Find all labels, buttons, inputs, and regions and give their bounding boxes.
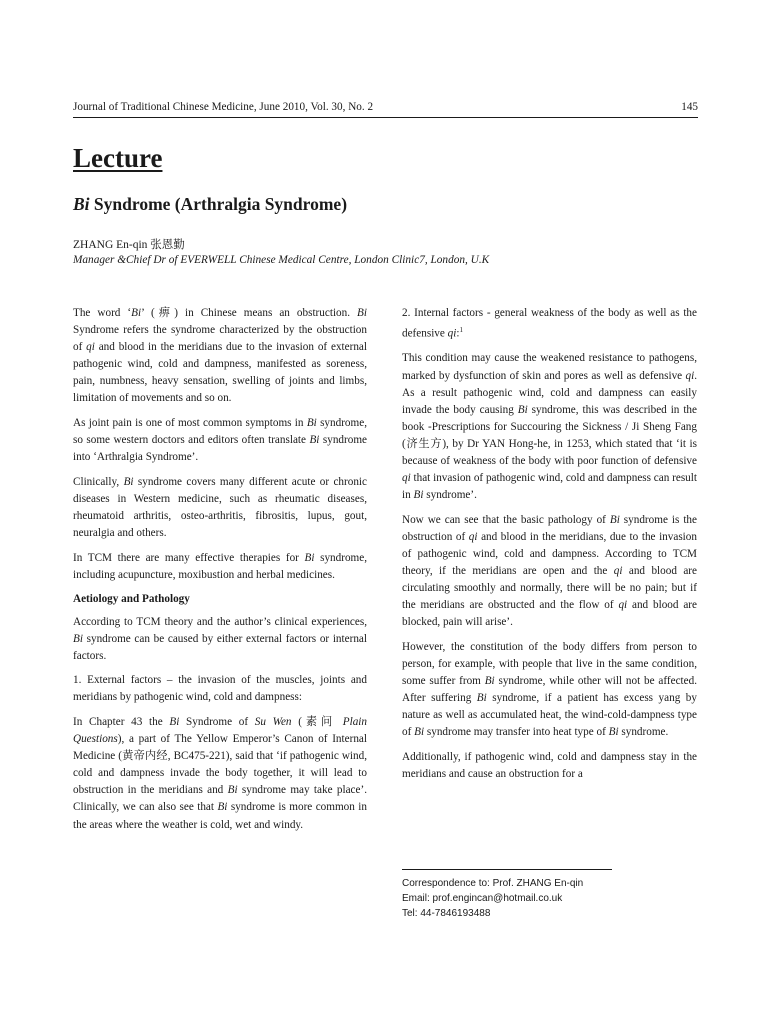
journal-citation: Journal of Traditional Chinese Medicine, June 2010, Vol. 30, No. 2	[73, 101, 374, 113]
title-term: Bi	[73, 194, 90, 214]
paragraph: Clinically, Bi syndrome covers many different acute or chronic diseases in Western medicine, such as rheumatic diseases, rheumatoid arthritis, osteo-arthritis, fibrositis, lupus, gout, neuralgia and others.	[73, 475, 367, 540]
left-column	[73, 305, 367, 841]
article-title	[73, 194, 347, 215]
paragraph: However, the constitution of the body differs from person to person, for example, with people that live in the same condition, some suffer from Bi syndrome, while other will not be affected. After suffering Bi syndrome, if a patient has excess yang by nature as well as accumulated heat, the wind-cold-dampness type of Bi syndrome may transfer into heat type of Bi syndrome.	[402, 640, 697, 739]
list-item-internal-factors: 2. Internal factors - general weakness of the body as well as the defensive qi:$^1$	[402, 307, 697, 340]
header-rule	[73, 117, 698, 118]
paragraph: This condition may cause the weakened resistance to pathogens, marked by dysfunction of skin and pores as well as defensive qi. As a result pathogenic wind, cold and dampness can easily invade the body causing Bi syndrome, this was described in the book -Prescriptions for Succouring the Sickness / Ji Sheng Fang (济生方), by Dr YAN Hong-he, in 1253, which stated that ‘it is because of weakness of the body with poor function of defensive qi that invasion of pathogenic wind, cold and dampness can result in Bi syndrome’.	[402, 352, 697, 502]
paragraph: Additionally, if pathogenic wind, cold and dampness stay in the meridians and cause an obstruction for a	[402, 750, 697, 781]
paragraph: In Chapter 43 the Bi Syndrome of Su Wen (素问 Plain Questions), a part of The Yellow Emperor’s Canon of Internal Medicine (黄帝内经, BC475-221), said that ‘if pathogenic wind, cold and dampness invade the body together, it will lead to obstruction in the meridians and Bi syndrome may take place’. Clinically, we can also see that Bi syndrome is more common in the areas where the weather is cold, wet and windy.	[73, 715, 368, 831]
footnote-rule	[402, 869, 612, 870]
paragraph: As joint pain is one of most common symptoms in Bi syndrome, so some western doctors and editors often translate Bi syndrome into ‘Arthralgia Syndrome’.	[73, 417, 367, 464]
section-title: Lecture	[73, 143, 163, 173]
paragraph: The word ‘Bi’ (痹) in Chinese means an obstruction. Bi Syndrome refers the syndrome characterized by the obstruction of qi and blood in the meridians due to the invasion of external pathogenic wind, cold and dampness, manifested as soreness, pain, numbness, heavy sensation, swelling of joints and limbs, limitation of movements and so on.	[73, 307, 367, 405]
author-name: ZHANG En-qin 张恩勤	[73, 239, 185, 251]
correspondence-phone: Tel: 44-7846193488	[402, 908, 491, 919]
page-number: 145	[681, 101, 698, 113]
right-column	[402, 305, 697, 791]
list-item-external-factors: 1. External factors – the invasion of the muscles, joints and meridians by pathogenic wind, cold and dampness:	[73, 674, 367, 704]
correspondence-footnote	[402, 876, 702, 921]
subheading-aetiology: Aetiology and Pathology	[73, 593, 190, 606]
paragraph: In TCM there are many effective therapies for Bi syndrome, including acupuncture, moxibustion and herbal medicines.	[73, 551, 368, 581]
paragraph: Now we can see that the basic pathology of Bi syndrome is the obstruction of qi and blood in the meridians, due to the invasion of pathogenic wind, cold and dampness. According to TCM theory, if the meridians are open and the qi and blood are circulating smoothly and normally, there will be no pain; but if the meridians are obstructed and the flow of qi and blood are blocked, pain will arise’.	[402, 513, 697, 629]
correspondence-email: Email: prof.engincan@hotmail.co.uk	[402, 893, 563, 904]
author-affiliation: Manager &Chief Dr of EVERWELL Chinese Medical Centre, London Clinic7, London, U.K	[73, 254, 490, 266]
title-rest: Syndrome (Arthralgia Syndrome)	[89, 194, 348, 214]
paragraph: According to TCM theory and the author’s clinical experiences, Bi syndrome can be caused by either external factors or internal factors.	[73, 615, 367, 662]
correspondence-name: Correspondence to: Prof. ZHANG En-qin	[402, 878, 584, 889]
running-header	[73, 101, 698, 117]
